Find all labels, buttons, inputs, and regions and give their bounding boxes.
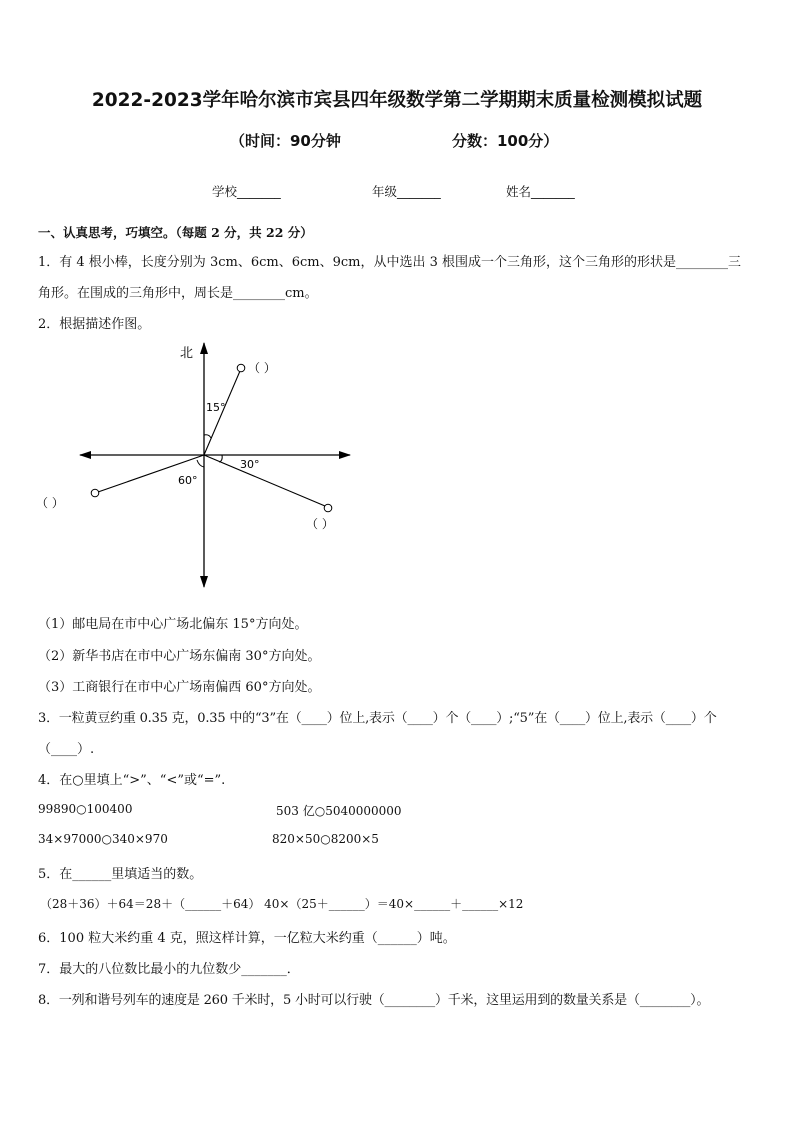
angle-30-label: 30° <box>240 458 260 471</box>
exam-score: 分数：100分） <box>452 132 559 150</box>
north-arrowhead <box>200 342 208 354</box>
question-1-line-2: 角形。在围成的三角形中，周长是________cm。 <box>38 286 318 301</box>
question-5-equations: （28＋36）＋64＝28＋（______＋64） 40×（25＋______）＝40×______＋______×12 <box>40 897 524 911</box>
grade-field: 年级_______ <box>372 184 441 199</box>
question-3-line-2: （____）. <box>38 742 95 757</box>
angle-15-label: 15° <box>206 401 226 414</box>
question-2-stem: 2．根据描述作图。 <box>38 317 151 332</box>
question-3-line-1: 3．一粒黄豆约重 0.35 克，0.35 中的“3”在（____）位上,表示（____）个（____）;“5”在（____）位上,表示（____）个 <box>38 711 717 726</box>
exam-time: （时间：90分钟 <box>230 132 341 150</box>
school-field: 学校_______ <box>212 184 281 199</box>
west-arrowhead <box>79 451 91 459</box>
answer-paren-north-east: （ ） <box>248 361 276 375</box>
answer-paren-south-west: （ ） <box>36 496 64 510</box>
question-8: 8．一列和谐号列车的速度是 260 千米时，5 小时可以行驶（________）千米，这里运用到的数量关系是（________）。 <box>38 993 710 1008</box>
description-2: （2）新华书店在市中心广场东偏南 30°方向处。 <box>38 649 321 664</box>
question-7: 7．最大的八位数比最小的九位数少_______． <box>38 962 300 977</box>
question-1-line-1: 1．有 4 根小棒，长度分别为 3cm、6cm、6cm、9cm，从中选出 3 根围成一个三角形，这个三角形的形状是________三 <box>38 255 741 270</box>
question-5-stem: 5．在______里填适当的数。 <box>38 867 203 882</box>
page-title: 2022-2023学年哈尔滨市宾县四年级数学第二学期期末质量检测模拟试题 <box>91 90 703 111</box>
angle-arc-15 <box>204 435 211 438</box>
point-post-office <box>237 364 245 372</box>
east-arrowhead <box>339 451 351 459</box>
answer-paren-east-south: （ ） <box>306 517 334 531</box>
south-arrowhead <box>200 576 208 588</box>
question-6: 6．100 粒大米约重 4 克，照这样计算，一亿粒大米约重（______）吨。 <box>38 931 456 946</box>
direction-diagram <box>0 335 794 595</box>
point-bank <box>91 489 99 497</box>
comparison-c: 34×97000○340×970 <box>38 832 168 846</box>
description-1: （1）邮电局在市中心广场北偏东 15°方向处。 <box>38 617 308 632</box>
ray-east-south <box>204 455 325 506</box>
point-bookstore <box>324 504 332 512</box>
name-field: 姓名_______ <box>506 184 575 199</box>
north-label: 北 <box>180 346 194 361</box>
comparison-d: 820×50○8200×5 <box>272 832 379 846</box>
question-4-stem: 4．在○里填上“>”、“<”或“=”. <box>38 773 226 788</box>
description-3: （3）工商银行在市中心广场南偏西 60°方向处。 <box>38 680 321 695</box>
angle-60-label: 60° <box>178 474 198 487</box>
comparison-b: 503 亿○5040000000 <box>276 804 402 818</box>
angle-arc-60 <box>197 460 204 467</box>
comparison-a: 99890○100400 <box>38 802 133 816</box>
section-heading: 一、认真思考，巧填空。（每题 2 分，共 22 分） <box>38 225 313 240</box>
